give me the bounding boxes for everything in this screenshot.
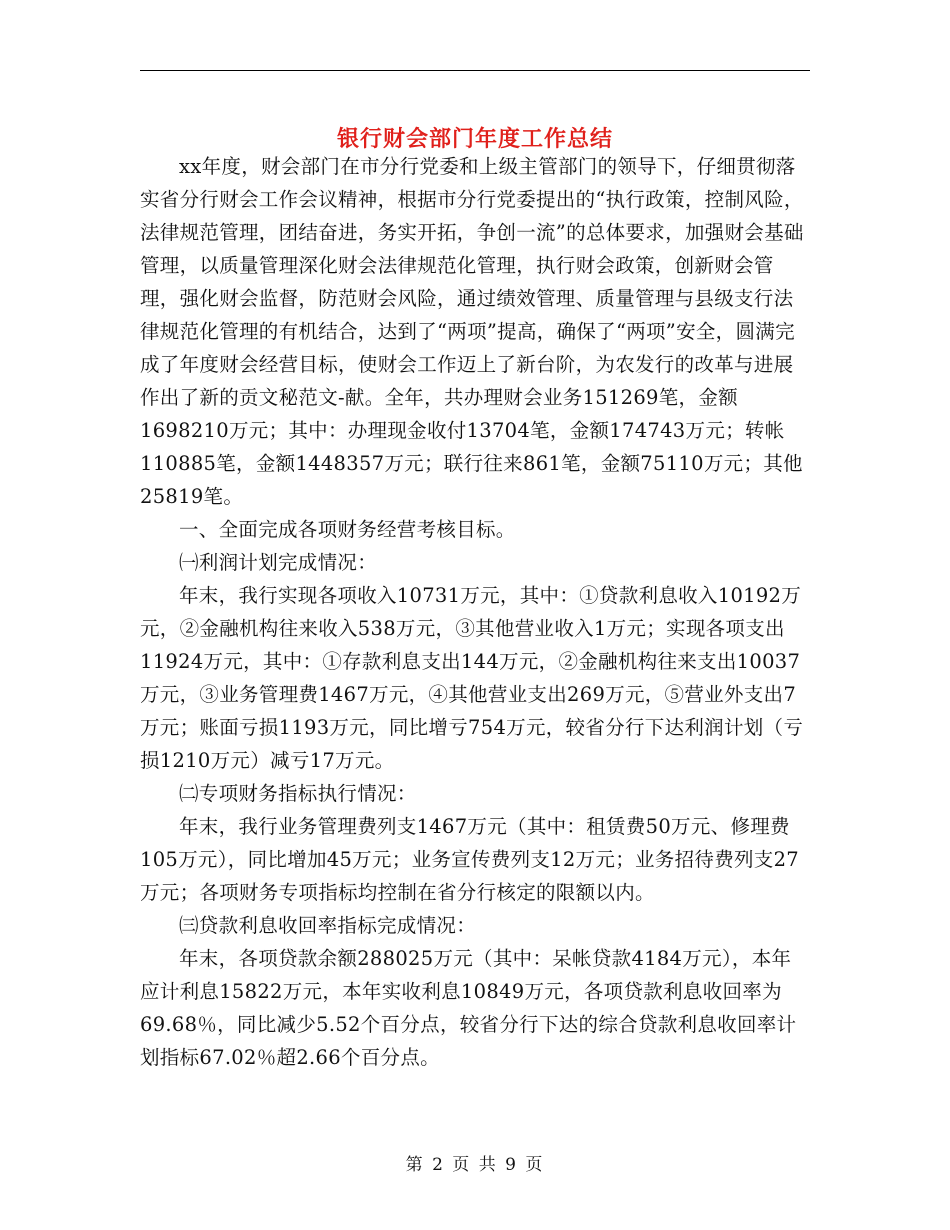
header-divider bbox=[140, 70, 810, 71]
subsection-heading-profit: ㈠利润计划完成情况： bbox=[179, 551, 378, 574]
special-indicators-paragraph: 年末，我行业务管理费列支1467万元（其中：租赁费50万元、修理费105万元），同比增加45万元；业务宣传费列支12万元；业务招待费列支27万元；各项财务专项指标均控制在省分行核定的限额以内。 bbox=[140, 815, 800, 904]
intro-paragraph: xx年度，财会部门在市分行党委和上级主管部门的领导下，仔细贯彻落实省分行财会工作会议精神，根据市分行党委提出的“执行政策，控制风险，法律规范管理，团结奋进，务实开拓，争创一流”的总体要求，加强财会基础管理，以质量管理深化财会法律规范化管理，执行财会政策，创新财会管理，强化财会监督，防范财会风险，通过绩效管理、质量管理与县级支行法律规范化管理的有机结合，达到了“两项”提高，确保了“两项”安全，圆满完成了年度财会经营目标，使财会工作迈上了新台阶，为农发行的改革与进展作出了新的贡文秘范文-献。全年，共办理财会业务151269笔，金额1698210万元；其中：办理现金收付13704笔，金额174743万元；转帐110885笔，金额1448357万元；联行往来861笔，金额75110万元；其他25819笔。 bbox=[140, 155, 804, 508]
document-title: 银行财会部门年度工作总结 bbox=[336, 125, 613, 152]
document-body bbox=[140, 150, 810, 1074]
profit-paragraph: 年末，我行实现各项收入10731万元，其中：①贷款利息收入10192万元，②金融机构往来收入538万元，③其他营业收入1万元；实现各项支出11924万元，其中：①存款利息支出144万元，②金融机构往来支出10037万元，③业务管理费1467万元，④其他营业支出269万元，⑤营业外支出7万元；账面亏损1193万元，同比增亏754万元，较省分行下达利润计划（亏损1210万元）减亏17万元。 bbox=[140, 584, 804, 772]
subsection-heading-interest-recovery: ㈢贷款利息收回率指标完成情况： bbox=[179, 914, 477, 937]
subsection-heading-special-indicators: ㈡专项财务指标执行情况： bbox=[179, 782, 417, 805]
interest-recovery-paragraph: 年末，各项贷款余额288025万元（其中：呆帐贷款4184万元），本年应计利息15822万元，本年实收利息10849万元，各项贷款利息收回率为69.68％，同比减少5.52个百分点，较省分行下达的综合贷款利息收回率计划指标67.02％超2.66个百分点。 bbox=[140, 947, 797, 1069]
section-heading-1: 一、全面完成各项财务经营考核目标。 bbox=[179, 518, 516, 541]
page-number: 第 2 页 共 9 页 bbox=[405, 1155, 545, 1175]
